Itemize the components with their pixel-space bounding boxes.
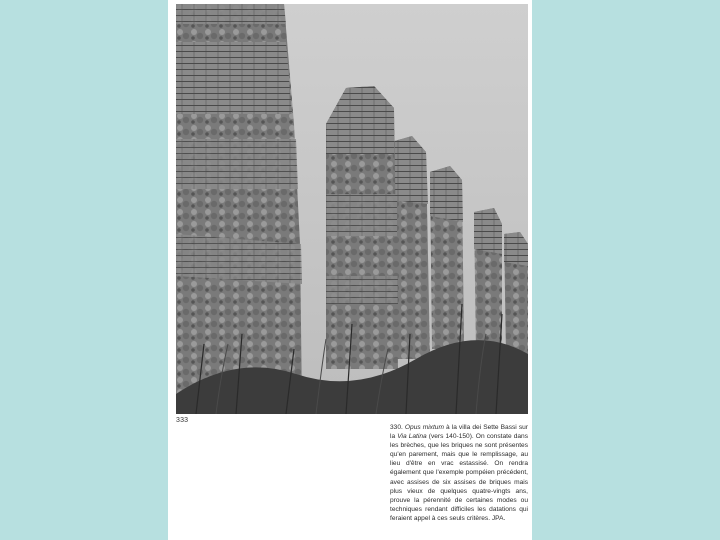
near-pillar [176, 4, 302, 404]
figure-caption [390, 423, 528, 523]
caption-text-1: à la villa dei Sette Bassi sur la [390, 424, 528, 441]
middle-pillar [326, 86, 398, 369]
book-page [168, 0, 532, 540]
caption-text-2: (vers 140-150). On constate dans les brèches, que les briques ne sont présentes qu'en parement, mais que le remplissage, au lieu d'être en vrac estassisé. On rendra également que l'exemple pompéien précédent, avec assises de six assises de briques mais plus vieux de quelques quatre-vingts ans, prouve la pérennité de certaines modes ou techniques rendant difficiles les datations qui feraient appel à ces seuls critères. JPA. [390, 433, 528, 522]
aqueduct-ruins-photo [176, 4, 528, 414]
figure-number: 333 [176, 417, 189, 424]
caption-term: Opus mixtum [404, 424, 444, 431]
caption-number: 330. [390, 424, 403, 431]
caption-place: Via Latina [397, 433, 427, 441]
